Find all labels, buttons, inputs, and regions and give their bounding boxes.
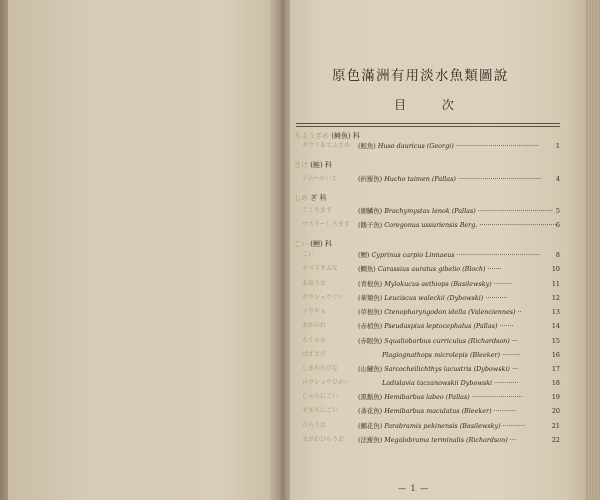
entry-name: (法羅魚) xyxy=(358,436,383,444)
entry-page: 17 xyxy=(551,365,560,373)
left-page-blank xyxy=(8,0,280,500)
entry-kana: ソウギョ xyxy=(302,308,327,315)
entry-kana: はすとげ xyxy=(302,351,327,358)
entry-page: 16 xyxy=(551,351,560,359)
entry-name: (細鱗魚) xyxy=(358,207,383,215)
group-label: ぎ 科 xyxy=(310,194,327,202)
entry-latin: Hemibarbus maculatus (Bleeker) xyxy=(384,407,492,415)
toc-entry: ダウリあてふざめ (鰉魚) Huso dauricus (Georgi) ········································· 1 xyxy=(302,142,560,150)
entry-page: 15 xyxy=(551,337,560,345)
entry-kana: ひらうお xyxy=(302,422,327,429)
entry-latin: Brachymystax lenok (Pallas) xyxy=(384,207,476,215)
entry-name: (山鰱魚) xyxy=(358,365,383,373)
toc-entry: まがわひらうお (法羅魚) Megalobrama terminalis (Richardson) ··· 22 xyxy=(302,436,560,444)
entry-name: (鵝子魚) xyxy=(358,221,383,229)
toc-group xyxy=(294,239,332,249)
entry-name: (赤眼魚) xyxy=(358,337,383,345)
toc-heading: 目 次 xyxy=(394,98,470,112)
entry-page: 13 xyxy=(551,308,560,316)
entry-page: 11 xyxy=(551,280,560,288)
entry-page: 8 xyxy=(555,251,560,259)
group-kana: ちようざめ xyxy=(294,132,329,140)
entry-page: 10 xyxy=(551,265,560,273)
entry-latin: Sarcocheilichthys lacustris (Dybowski) xyxy=(384,365,510,373)
entry-kana: ロウシュウひがい xyxy=(302,379,350,386)
page-number: — 1 — xyxy=(398,484,430,493)
entry-kana: アムールいと xyxy=(302,175,338,182)
entry-name: (赤梢魚) xyxy=(358,322,383,330)
entry-page: 14 xyxy=(551,322,560,330)
entry-name: (斎花魚) xyxy=(358,407,383,415)
entry-page: 12 xyxy=(551,294,560,302)
entry-latin: Cyprinus carpio Linnaeus xyxy=(371,251,455,259)
entry-kana: じゃらにごい xyxy=(302,393,339,400)
entry-kana: ダウリあてふざめ xyxy=(302,142,351,149)
entry-latin: Parabramis pekinensis (Basilewsky) xyxy=(384,422,501,430)
entry-kana: あおうお xyxy=(302,280,327,287)
entry-kana: ボウシュウぐい xyxy=(302,294,344,301)
entry-page: 1 xyxy=(555,142,560,150)
group-label: (鮭) 科 xyxy=(310,161,332,169)
heading-rule-bottom xyxy=(296,126,560,127)
toc-entry: はすとげ Plagiognathops microlepis (Bleeker) ········· 16 xyxy=(302,351,560,359)
group-kana: さけ xyxy=(294,161,308,169)
toc-entry: ソウギョ (草根魚) Ctenopharyngodon idella (Valenciennes) ·· 13 xyxy=(302,308,560,316)
toc-group xyxy=(294,131,360,141)
toc-entry: ボウシュウぐい (華類魚) Leuciscus waleckii (Dybowski) ··········· 12 xyxy=(302,294,560,302)
entry-latin: Ladislavia taczanowskii Dybowski xyxy=(382,379,492,387)
toc-entry: アムールいと (折羅魚) Hucho taimen (Pallas) ········································· 4 xyxy=(302,175,560,183)
entry-name: (青根魚) xyxy=(358,280,383,288)
group-kana: しめ xyxy=(294,194,308,202)
entry-page: 6 xyxy=(555,221,560,229)
entry-kana: ギベリオぶな xyxy=(302,265,338,272)
entry-kana: まがわひらうお xyxy=(302,436,345,443)
entry-kana: こくちます xyxy=(302,207,333,214)
entry-latin: Huso dauricus (Georgi) xyxy=(377,142,454,150)
entry-page: 22 xyxy=(551,436,560,444)
toc-entry: あかひれ (赤梢魚) Pseudaspius leptocephalus (Pallas) ······· 14 xyxy=(302,322,560,330)
toc-entry: こくちます (細鱗魚) Brachymystax lenok (Pallas) ····································· 5 xyxy=(302,207,560,215)
entry-name: (鯉) xyxy=(358,251,370,259)
toc-entry: じゃらにごい (黑鬍魚) Hemibarbus labeo (Pallas) ························· 19 xyxy=(302,393,560,401)
group-kana: こい xyxy=(294,240,308,248)
entry-kana: ウスリーしろます xyxy=(302,221,350,228)
entry-name: (折羅魚) xyxy=(358,175,383,183)
toc-entry: ずまちにごい (斎花魚) Hemibarbus maculatus (Bleeker) ··········· 20 xyxy=(302,407,560,415)
entry-latin: Leuciscus waleckii (Dybowski) xyxy=(384,294,484,302)
group-label: (鱘魚) 科 xyxy=(331,132,360,140)
entry-latin: Pseudaspius leptocephalus (Pallas) xyxy=(384,322,498,330)
entry-name: (鰉魚) xyxy=(358,142,376,150)
entry-name: (黑鬍魚) xyxy=(358,393,383,401)
entry-name: (鯽魚) xyxy=(358,265,376,273)
entry-page: 19 xyxy=(551,393,560,401)
group-label: (鯉) 科 xyxy=(310,240,332,248)
page-edges xyxy=(585,0,600,500)
entry-name: (草根魚) xyxy=(358,308,383,316)
entry-page: 5 xyxy=(555,207,560,215)
toc-entry: ギベリオぶな (鯽魚) Carassius auratus gibelio (Bloch) ······· 10 xyxy=(302,265,560,273)
entry-page: 21 xyxy=(551,422,560,430)
entry-latin: Squaliobarbus curriculus (Richardson) xyxy=(384,337,510,345)
toc-entry: ロウシュウひがい Ladislavia taczanowskii Dybowski ············ 18 xyxy=(302,379,560,387)
entry-latin: Hemibarbus labeo (Pallas) xyxy=(384,393,470,401)
toc-entry: こい (鯉) Cyprinus carpio Linnaeus ········································· 8 xyxy=(302,251,560,259)
entry-latin: Hucho taimen (Pallas) xyxy=(384,175,456,183)
entry-page: 18 xyxy=(551,379,560,387)
book-title: 原色滿洲有用淡水魚類圖說 xyxy=(332,68,509,84)
entry-kana: しまかわびな xyxy=(302,365,339,372)
entry-latin: Megalobrama terminalis (Richardson) xyxy=(384,436,508,444)
toc-entry: ひらうお (鰅花魚) Parabramis pekinensis (Basilewsky) ··········· 21 xyxy=(302,422,560,430)
entry-page: 4 xyxy=(555,175,560,183)
entry-latin: Plagiognathops microlepis (Bleeker) xyxy=(382,351,500,359)
toc-entry: しまかわびな (山鰱魚) Sarcocheilichthys lacustris (Dybowski) ··· 17 xyxy=(302,365,560,373)
toc-entry: ウスリーしろます (鵝子魚) Coregonus ussuriensis Berg. ······································ 6 xyxy=(302,221,560,229)
entry-kana: ちくらめ xyxy=(302,337,327,344)
entry-latin: Mylokucus aethiops (Basilewsky) xyxy=(384,280,492,288)
entry-kana: あかひれ xyxy=(302,322,327,329)
toc-entry: あおうお (青根魚) Mylokucus aethiops (Basilewsky) ········· 11 xyxy=(302,280,560,288)
entry-latin: Ctenopharyngodon idella (Valenciennes) xyxy=(384,308,516,316)
entry-latin: Carassius auratus gibelio (Bloch) xyxy=(377,265,486,273)
heading-rule-top xyxy=(296,123,560,124)
entry-kana: こい xyxy=(302,251,315,258)
toc-entry: ちくらめ (赤眼魚) Squaliobarbus curriculus (Richardson) ··· 15 xyxy=(302,337,560,345)
entry-kana: ずまちにごい xyxy=(302,407,339,414)
toc-group xyxy=(294,193,326,203)
entry-latin: Coregonus ussuriensis Berg. xyxy=(384,221,478,229)
entry-page: 20 xyxy=(551,407,560,415)
toc-group xyxy=(294,160,332,170)
entry-name: (華類魚) xyxy=(358,294,383,302)
entry-name: (鰅花魚) xyxy=(358,422,383,430)
